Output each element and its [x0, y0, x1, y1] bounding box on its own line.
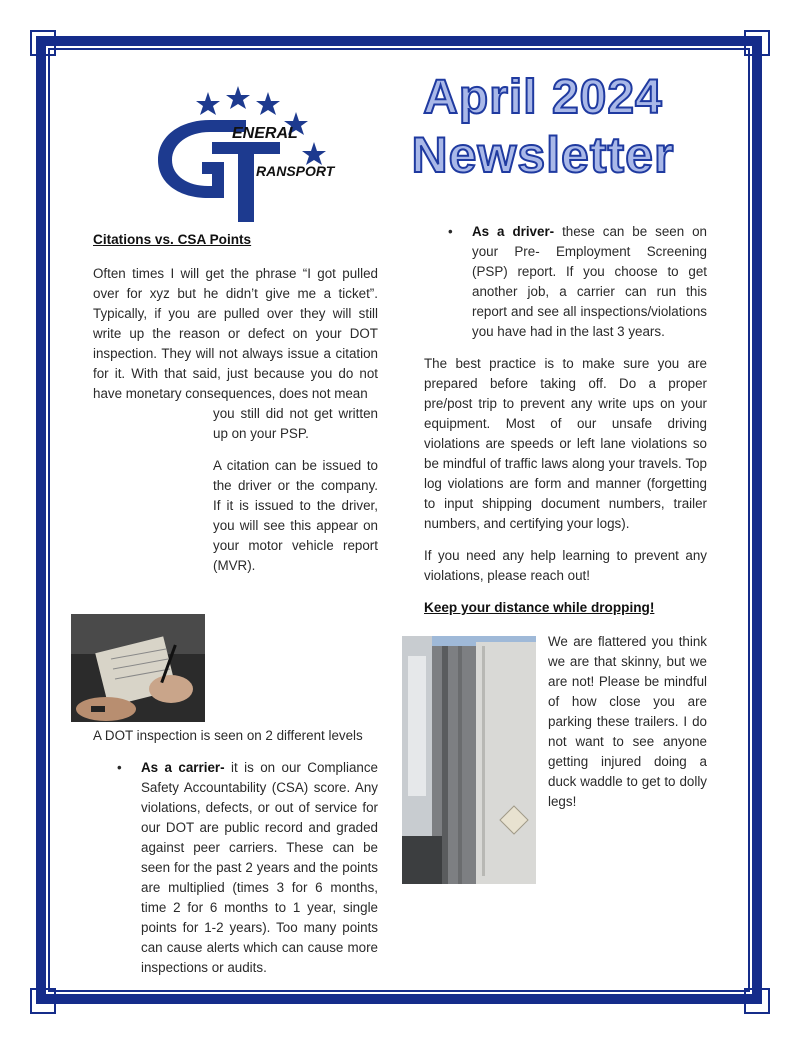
newsletter-title — [378, 72, 708, 182]
dot-levels-list — [93, 758, 378, 978]
logo-text-top: ENERAL — [232, 125, 298, 142]
paragraph-citation-issued: A citation can be issued to the driver or the company. If it is issued to the driver, you will see this appear on your motor vehicle report (MVR). — [213, 458, 378, 573]
bullet-label-carrier: As a carrier- — [141, 760, 225, 775]
list-item-driver — [424, 222, 707, 342]
bullet-icon: • — [448, 224, 453, 239]
border-corner — [744, 988, 770, 1014]
right-column — [424, 222, 707, 888]
list-item-carrier — [93, 758, 378, 978]
star-icon — [256, 92, 280, 115]
paragraph-citations-intro: you still did not get written up on your PSP. — [213, 406, 378, 441]
trailers-photo — [402, 636, 536, 884]
section-heading-distance: Keep your distance while dropping! — [424, 600, 655, 615]
bullet-icon: • — [117, 760, 122, 775]
star-icon — [196, 92, 220, 115]
star-icon — [226, 86, 250, 109]
border-corner — [30, 30, 56, 56]
section-heading-citations: Citations vs. CSA Points — [93, 232, 252, 247]
title-line-1: April 2024 — [423, 71, 663, 124]
bullet-text-carrier: it is on our Compliance Safety Accountability (CSA) score. Any violations, defects, or out of service for our DOT are public record and graded against peer carriers. These can be seen for the past 2 years and the points are multiplied (times 3 for 6 months, time 2 for 6 months to 1 year, single points for 1-2 years). Too many points can cause alerts which can cause more inspections or audits. — [141, 760, 378, 975]
bullet-text-driver: these can be seen on your Pre- Employment Screening (PSP) report. If you choose to get another job, a carrier can run this report and see all inspections/violations you have had in the last 3 years. — [472, 224, 707, 339]
logo-text-bottom: RANSPORT — [256, 163, 335, 179]
border-corner — [744, 30, 770, 56]
paragraph-trailer-spacing: We are flattered you think we are that skinny, but we are not! Please be mindful of how close you are parking these trailers. I do not want to see anyone getting injured doing a duck waddle to get to dolly legs! — [548, 634, 707, 809]
left-column — [93, 230, 378, 990]
paragraph-dot-levels: A DOT inspection is seen on 2 different levels — [93, 728, 363, 743]
star-icon — [302, 142, 326, 165]
paragraph-reach-out: If you need any help learning to prevent any violations, please reach out! — [424, 548, 707, 583]
inspection-photo — [71, 614, 205, 722]
general-transport-logo — [150, 84, 340, 224]
title-line-2: Newsletter — [411, 126, 675, 183]
border-corner — [30, 988, 56, 1014]
bullet-label-driver: As a driver- — [472, 224, 555, 239]
paragraph-best-practice: The best practice is to make sure you are prepared before taking off. Do a proper pre/post trip to prevent any write ups on your equipment. Most of our unsafe driving violations are speeds or left lane violations so be mindful of traffic laws along your travels. Top log violations are form and manner (forgetting to input shipping document numbers, trailer numbers, and certifying your logs). — [424, 356, 707, 531]
dot-levels-list-continued — [424, 222, 707, 342]
paragraph-citations-intro-part: Often times I will get the phrase “I got pulled over for xyz but he didn’t give me a ticket”. Typically, if you are pulled over they will still write up the reason or defect on your DOT inspection. They will not always issue a citation for it. With that said, just because you do not have monetary consequences, does not mean — [93, 266, 378, 401]
